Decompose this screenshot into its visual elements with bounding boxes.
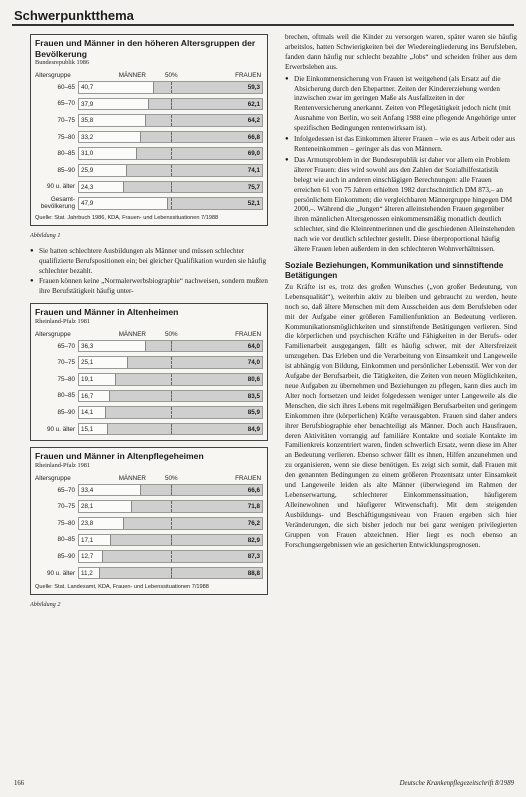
age-label: 80–85 bbox=[57, 150, 75, 158]
age-label: 80–85 bbox=[57, 392, 75, 400]
chart-2 bbox=[35, 328, 263, 438]
age-label: 75–80 bbox=[57, 375, 75, 383]
bar bbox=[78, 340, 263, 353]
age-label: 70–75 bbox=[57, 116, 75, 124]
fifty-percent-line bbox=[171, 341, 172, 352]
bar bbox=[78, 114, 263, 127]
women-column-header: FRAUEN bbox=[235, 330, 261, 338]
chart-row bbox=[35, 195, 263, 212]
chart-caption: Quelle: Stat. Landesamt, KDA, Frauen- und Lebenssituationen 7/1988 bbox=[35, 584, 209, 591]
bar bbox=[78, 484, 263, 497]
men-value: 19,1 bbox=[81, 376, 94, 384]
chart-row bbox=[35, 548, 263, 565]
chart-row bbox=[35, 129, 263, 146]
chart-row bbox=[35, 354, 263, 371]
chart-row bbox=[35, 371, 263, 388]
age-label: 70–75 bbox=[57, 359, 75, 367]
women-value: 82,9 bbox=[247, 536, 260, 544]
age-label: 85–90 bbox=[57, 166, 75, 174]
bar bbox=[78, 356, 263, 369]
women-value: 66,8 bbox=[247, 133, 260, 141]
fifty-percent-line bbox=[171, 407, 172, 418]
men-value: 33,2 bbox=[81, 133, 94, 141]
men-value: 14,1 bbox=[81, 409, 94, 417]
value-column-header bbox=[78, 69, 263, 79]
age-column-header: Altersgruppe bbox=[35, 474, 71, 482]
men-value: 25,1 bbox=[81, 359, 94, 367]
right-bullet-list bbox=[285, 75, 517, 255]
bar bbox=[78, 550, 263, 563]
bar bbox=[78, 517, 263, 530]
men-value: 40,7 bbox=[81, 84, 94, 92]
age-column-header: Altersgruppe bbox=[35, 72, 71, 79]
bar bbox=[78, 390, 263, 403]
bar bbox=[78, 406, 263, 419]
midline-label: 50% bbox=[164, 330, 178, 338]
chart-subtitle: Rheinland-Pfalz 1981 bbox=[35, 461, 91, 469]
chart-3 bbox=[35, 472, 263, 582]
chart-title: Frauen und Männer in Altenheimen bbox=[35, 307, 179, 318]
chart-subtitle: Rheinland-Pfalz 1981 bbox=[35, 317, 91, 325]
men-value: 11,2 bbox=[81, 569, 93, 577]
women-value: 74,0 bbox=[247, 359, 260, 367]
age-label: Gesamt-bevölkerung bbox=[40, 196, 75, 211]
chart-title: Frauen und Männer in den höheren Altersgruppen der Bevölkerung bbox=[35, 38, 256, 59]
men-value: 17,1 bbox=[81, 536, 94, 544]
chart-row bbox=[35, 79, 263, 96]
journal-name: Deutsche Krankenpflegezeitschrift 8/1989 bbox=[399, 780, 514, 787]
chart-row bbox=[35, 112, 263, 129]
age-label: 60–65 bbox=[57, 83, 75, 91]
women-value: 83,5 bbox=[247, 392, 260, 400]
women-value: 64,2 bbox=[247, 117, 260, 125]
fifty-percent-line bbox=[171, 551, 172, 562]
chart-row bbox=[35, 565, 263, 582]
chart-row bbox=[35, 482, 263, 499]
bar bbox=[78, 131, 263, 144]
men-value: 15,1 bbox=[81, 425, 94, 433]
chart-row bbox=[35, 404, 263, 421]
bar bbox=[78, 423, 263, 436]
bar bbox=[78, 81, 263, 94]
chart-header bbox=[35, 328, 263, 338]
men-value: 36,3 bbox=[81, 342, 94, 350]
women-value: 88,8 bbox=[247, 569, 260, 577]
chart-title: Frauen und Männer in Altenpflegeheimen bbox=[35, 451, 204, 462]
bar bbox=[78, 164, 263, 177]
age-label: 90 u. älter bbox=[46, 569, 75, 577]
chart-row bbox=[35, 421, 263, 438]
fifty-percent-line bbox=[171, 424, 172, 435]
chart-box-2 bbox=[30, 303, 268, 441]
fifty-percent-line bbox=[171, 485, 172, 496]
bar bbox=[78, 567, 263, 580]
chart-row bbox=[35, 162, 263, 179]
age-label: 75–80 bbox=[57, 519, 75, 527]
fifty-percent-line bbox=[171, 501, 172, 512]
bar bbox=[78, 197, 263, 210]
fifty-percent-line bbox=[171, 99, 172, 110]
chart-row bbox=[35, 179, 263, 196]
right-column bbox=[285, 33, 517, 552]
women-column-header: FRAUEN bbox=[235, 474, 261, 482]
age-label: 65–70 bbox=[57, 100, 75, 108]
women-value: 62,1 bbox=[247, 100, 260, 108]
women-value: 87,3 bbox=[247, 553, 260, 561]
list-item: ● Frauen können keine „Normalerwerbsbiographie“ nachweisen, sondern mußten ihre Berufstätigkeit häufig unter- bbox=[30, 277, 268, 297]
fifty-percent-line bbox=[171, 198, 172, 209]
chart-row bbox=[35, 532, 263, 549]
bar bbox=[78, 500, 263, 513]
bar bbox=[78, 534, 263, 547]
list-item: ● Die Einkommensicherung von Frauen ist weitgehend (als Ersatz auf die Absicherung durch den Ehepartner. Zeiten der Kindererziehung werden inzwischen zwar im geringen Maße als Ausfallzeiten in der Rentenversicherung anerkannt. Zeiten von Pflegetätigkeit jedoch nicht (mit Ausnahme von Berlin, wo seit Anfang 1988 eine pflegende Angehörige unter spezifischen Bedingungen rentenwirksam ist). bbox=[285, 75, 517, 134]
bar bbox=[78, 98, 263, 111]
age-label: 85–90 bbox=[57, 408, 75, 416]
age-label: 75–80 bbox=[57, 133, 75, 141]
chart-row bbox=[35, 145, 263, 162]
men-value: 28,1 bbox=[81, 503, 94, 511]
women-value: 64,0 bbox=[247, 342, 260, 350]
age-label: 65–70 bbox=[57, 342, 75, 350]
chart-row bbox=[35, 515, 263, 532]
age-label: 90 u. älter bbox=[46, 425, 75, 433]
paragraph: brechen, oftmals weil die Kinder zu versorgen waren, später waren sie häufig arbeitslos, hatten Schwierigkeiten bei der Wiedereingliederung ins Berufsleben, fanden dann häufig nur schlecht bezahlte „Jobs“ und scheiden früher aus dem Erwerbsleben aus. bbox=[285, 33, 517, 71]
section-header: Schwerpunktthema bbox=[14, 8, 134, 23]
age-label: 65–70 bbox=[57, 486, 75, 494]
men-column-header: MÄNNER bbox=[118, 330, 146, 338]
men-value: 47,9 bbox=[81, 200, 94, 208]
women-value: 84,9 bbox=[247, 425, 260, 433]
chart-box-1 bbox=[30, 34, 268, 226]
midline-label: 50% bbox=[164, 72, 178, 79]
men-value: 12,7 bbox=[81, 553, 94, 561]
header-rule bbox=[12, 24, 514, 26]
women-value: 80,6 bbox=[247, 376, 260, 384]
fifty-percent-line bbox=[171, 518, 172, 529]
women-value: 71,8 bbox=[247, 503, 260, 511]
list-item: ● Das Armutsproblem in der Bundesrepublik ist daher vor allem ein Problem älterer Frauen: dies wird sowohl aus den Zahlen der Sozialhilfestatistik belegt wie auch in anderen einschlägigen Berechnungen: alle Frauen erreichen 61 von 75 Jahren erhielten 1982 durchschnittlich DM 873,– an persönlichem Einkommen; die vergleichbaren Männergruppe hingegen DM 2000,–. Während die „Jungen“ älteren alleinstehenden Frauen gegenüber ihren männlichen Altersgenossen einkommensmäßig monatlich deutlich schlechter, sind die Kleinrentnerinnen und die geschiedenen Alleinstehenden nach wie vor deutlich schlechter gestellt. Diese überproportional häufig ältere Frauen leben außerdem in den schlechteren Wohnverhältnissen. bbox=[285, 156, 517, 255]
men-value: 33,4 bbox=[81, 486, 94, 494]
bar bbox=[78, 181, 263, 194]
chart-caption: Quelle: Stat. Jahrbuch 1986, KDA, Frauen- und Lebenssituationen 7/1988 bbox=[35, 214, 219, 221]
chart-header bbox=[35, 69, 263, 79]
men-value: 24,3 bbox=[81, 183, 94, 191]
value-column-header bbox=[78, 328, 263, 338]
midline-label: 50% bbox=[164, 474, 178, 482]
bar bbox=[78, 147, 263, 160]
men-column-header: MÄNNER bbox=[118, 474, 146, 482]
fifty-percent-line bbox=[171, 357, 172, 368]
women-column-header: FRAUEN bbox=[235, 72, 261, 79]
left-bullet-list bbox=[30, 247, 268, 298]
women-value: 74,1 bbox=[247, 167, 260, 175]
men-value: 23,8 bbox=[81, 520, 94, 528]
men-value: 25,9 bbox=[81, 167, 94, 175]
fifty-percent-line bbox=[171, 182, 172, 193]
men-column-header: MÄNNER bbox=[118, 72, 146, 79]
fifty-percent-line bbox=[171, 132, 172, 143]
fifty-percent-line bbox=[171, 82, 172, 93]
chart-row bbox=[35, 388, 263, 405]
section-title: Soziale Beziehungen, Kommunikation und sinnstiftende Betätigungen bbox=[285, 260, 504, 280]
bar bbox=[78, 373, 263, 386]
fifty-percent-line bbox=[171, 165, 172, 176]
page-footer bbox=[14, 780, 514, 787]
list-item: ● Infolgedessen ist das Einkommen älterer Frauen – wie es aus Arbeit oder aus Renteneinkommen – geringer als das von Männern. bbox=[285, 135, 517, 155]
chart-row bbox=[35, 338, 263, 355]
chart-header bbox=[35, 472, 263, 482]
women-value: 76,2 bbox=[247, 520, 260, 528]
men-value: 16,7 bbox=[81, 392, 94, 400]
fifty-percent-line bbox=[171, 535, 172, 546]
fifty-percent-line bbox=[171, 115, 172, 126]
men-value: 31,0 bbox=[81, 150, 94, 158]
chart-1 bbox=[35, 69, 263, 212]
women-value: 75,7 bbox=[247, 183, 260, 191]
women-value: 66,6 bbox=[247, 486, 260, 494]
figure-label-2: Abbildung 2 bbox=[30, 601, 61, 609]
chart-subtitle: Bundesrepublik 1986 bbox=[35, 59, 90, 66]
fifty-percent-line bbox=[171, 568, 172, 579]
fifty-percent-line bbox=[171, 148, 172, 159]
age-label: 90 u. älter bbox=[46, 183, 75, 191]
fifty-percent-line bbox=[171, 374, 172, 385]
chart-row bbox=[35, 498, 263, 515]
chart-row bbox=[35, 96, 263, 113]
age-label: 80–85 bbox=[57, 536, 75, 544]
age-label: 85–90 bbox=[57, 553, 75, 561]
fifty-percent-line bbox=[171, 391, 172, 402]
women-value: 69,0 bbox=[247, 150, 260, 158]
women-value: 52,1 bbox=[247, 200, 260, 208]
value-column-header bbox=[78, 472, 263, 482]
paragraph: Zu Kräfte ist es, trotz des großen Wunsches („von großer Bedeutung, von Lebensqualität“), weiterhin aktiv zu bleiben und gebraucht zu werden, heute noch so, daß ältere Menschen mit dem Ausscheiden aus dem Berufsleben oder mit der Aufgabe einer größeren Familienfunktion an Bedeutung verlieren. Kommunikationsmöglichkeiten und sinnstiftende Betätigungen verlieren. Sind die körperlichen und psychischen Kräfte und Fähigkeiten in der Berufs- oder Familienarbeit ausgegangen, fällt es häufig schwer, mit der Altersfreizeit umzugehen. Das Erleben und die Verarbeitung von Einsamkeit und Langeweile ist abhängig von Bildung, Einkommen und persönlicher Lebensstil. Wer von der Aufgabe der Berufsarbeit, die Tätigkeiten, die Zeiten von neuen Möglichkeiten, neue Aufgaben zu übernehmen und Beziehungen zu pflegen, kann dies auch im Alter noch fortsetzen und leidet folgedessen weniger unter Langeweile als die Menschen, die sich ihres Lebens mit regelmäßigen Berufsarbeiten und geringem Einkommen ihre (körperlichen) Kräfte verausgabten. Frauen sind daher anders ihrer Berufsbiographie eher benachteiligt als Männer. Doch auch Hausfrauen, deren Aktivitäten vorrangig auf familiäre Kontakte und soziale Kontakte im Familienkreis konzentriert waren, finden schwerlich Ersatz, wenn diese im Alter an Bedeutung verlieren. Ebenso schwer fällt es ihnen, Hilfen anzunehmen und zu organisieren, wenn sie diese benötigen. Es zeigt sich somit, daß Frauen mit den genannten Bedingungen zu einem größeren Prozentsatz unter Einsamkeit und Langeweile leiden als alte Männer (überwiegend im Rahmen der Lebenserwartung, schlechterer Einkommenssituation, häufigerem Alleinewohnen und häufigerer Witwenschaft). Mit dem steigenden Ausbildungs- und Beschäftigungsniveau von Frauen ergeben sich hier Veränderungen, die sich bisher jedoch nur bei ganz wenigen privilegierten Gruppen von Frauen abzeichnen. Hier liegt es noch ebenso an Forschungsergebnissen wie an gesicherten Entwicklungsprognosen. bbox=[285, 282, 517, 549]
left-column bbox=[30, 34, 268, 616]
chart-box-3 bbox=[30, 447, 268, 595]
age-column-header: Altersgruppe bbox=[35, 330, 71, 338]
figure-label-1: Abbildung 1 bbox=[30, 231, 61, 239]
age-label: 70–75 bbox=[57, 503, 75, 511]
women-value: 59,3 bbox=[247, 84, 260, 92]
men-value: 37,9 bbox=[81, 100, 94, 108]
page-number: 166 bbox=[14, 780, 25, 787]
list-item: ● Sie hatten schlechtere Ausbildungen als Männer und müssen schlechter qualifizierte Berufspositionen ein; bei gleicher Qualifikation wurden sie häufig schlechter bezahlt. bbox=[30, 247, 268, 277]
women-value: 85,9 bbox=[247, 409, 260, 417]
men-value: 35,8 bbox=[81, 117, 94, 125]
